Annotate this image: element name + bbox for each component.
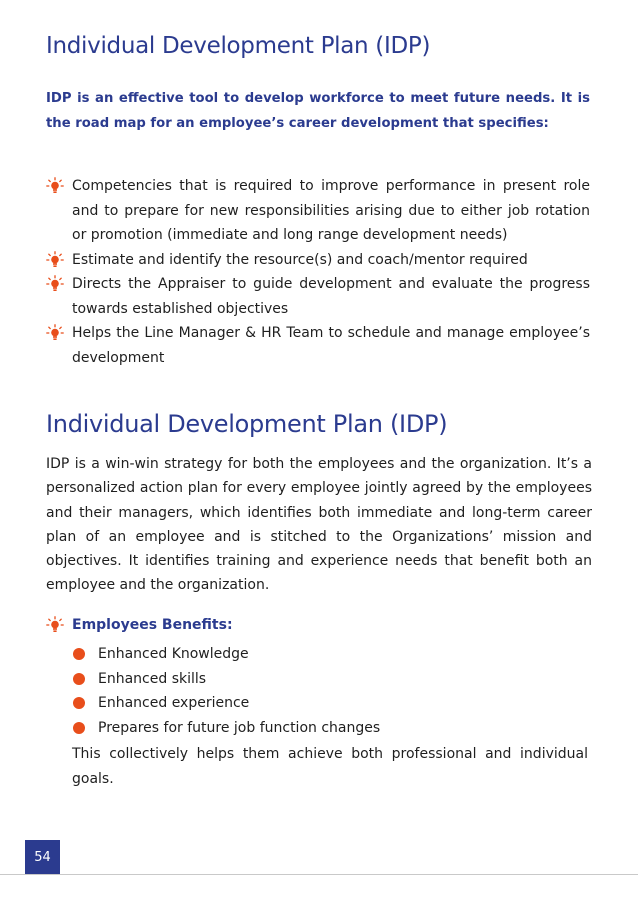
list-item [46, 174, 590, 248]
benefits-title-text: Employees Benefits: [72, 617, 233, 633]
list-item [46, 248, 590, 273]
list-item [72, 691, 380, 716]
lightbulb-icon [46, 275, 64, 293]
lightbulb-icon [46, 177, 64, 195]
lightbulb-icon [46, 616, 64, 634]
list-item-text: Estimate and identify the resource(s) and coach/mentor required [72, 251, 528, 268]
lightbulb-icon [46, 324, 64, 342]
section-1-intro: IDP is an effective tool to develop workforce to meet future needs. It is the road map for an employee’s career development that specifies: [46, 91, 590, 131]
footer-divider [0, 874, 638, 875]
list-item [72, 642, 380, 667]
list-item [72, 716, 380, 741]
list-item-text: Enhanced skills [98, 670, 207, 687]
section-2-heading: Individual Development Plan (IDP) [46, 410, 448, 438]
list-item [72, 667, 380, 692]
benefits-title [46, 613, 233, 637]
list-item-text: Directs the Appraiser to guide development and evaluate the progress towards established objectives [72, 276, 590, 317]
lightbulb-icon [46, 251, 64, 269]
list-item [46, 272, 590, 321]
bullet-dot-icon [73, 697, 85, 709]
page-number: 54 [25, 840, 60, 875]
idp-specifies-list [46, 174, 590, 370]
bullet-dot-icon [73, 673, 85, 685]
list-item-text: Competencies that is required to improve performance in present role and to prepare for new responsibilities arising due to either job rotation or promotion (immediate and long range development needs) [72, 178, 590, 243]
section-2-paragraph: IDP is a win-win strategy for both the employees and the organization. It’s a personalized action plan for every employee jointly agreed by the employees and their managers, which identifies both immediate and long-term career plan of an employee and is stitched to the Organizations’ mission and objectives. It identifies training and experience needs that benefit both an employee and the organization. [46, 456, 592, 594]
list-item-text: Enhanced Knowledge [98, 646, 249, 662]
bullet-dot-icon [73, 648, 85, 660]
bullet-dot-icon [73, 722, 85, 734]
benefits-list [72, 642, 380, 740]
list-item-text: Enhanced experience [98, 695, 250, 712]
list-item [46, 321, 590, 370]
closing-text: This collectively helps them achieve both professional and individual goals. [72, 746, 588, 787]
list-item-text: Helps the Line Manager & HR Team to schedule and manage employee’s development [72, 325, 590, 366]
list-item-text: Prepares for future job function changes [98, 719, 381, 736]
section-1-heading: Individual Development Plan (IDP) [46, 33, 431, 59]
